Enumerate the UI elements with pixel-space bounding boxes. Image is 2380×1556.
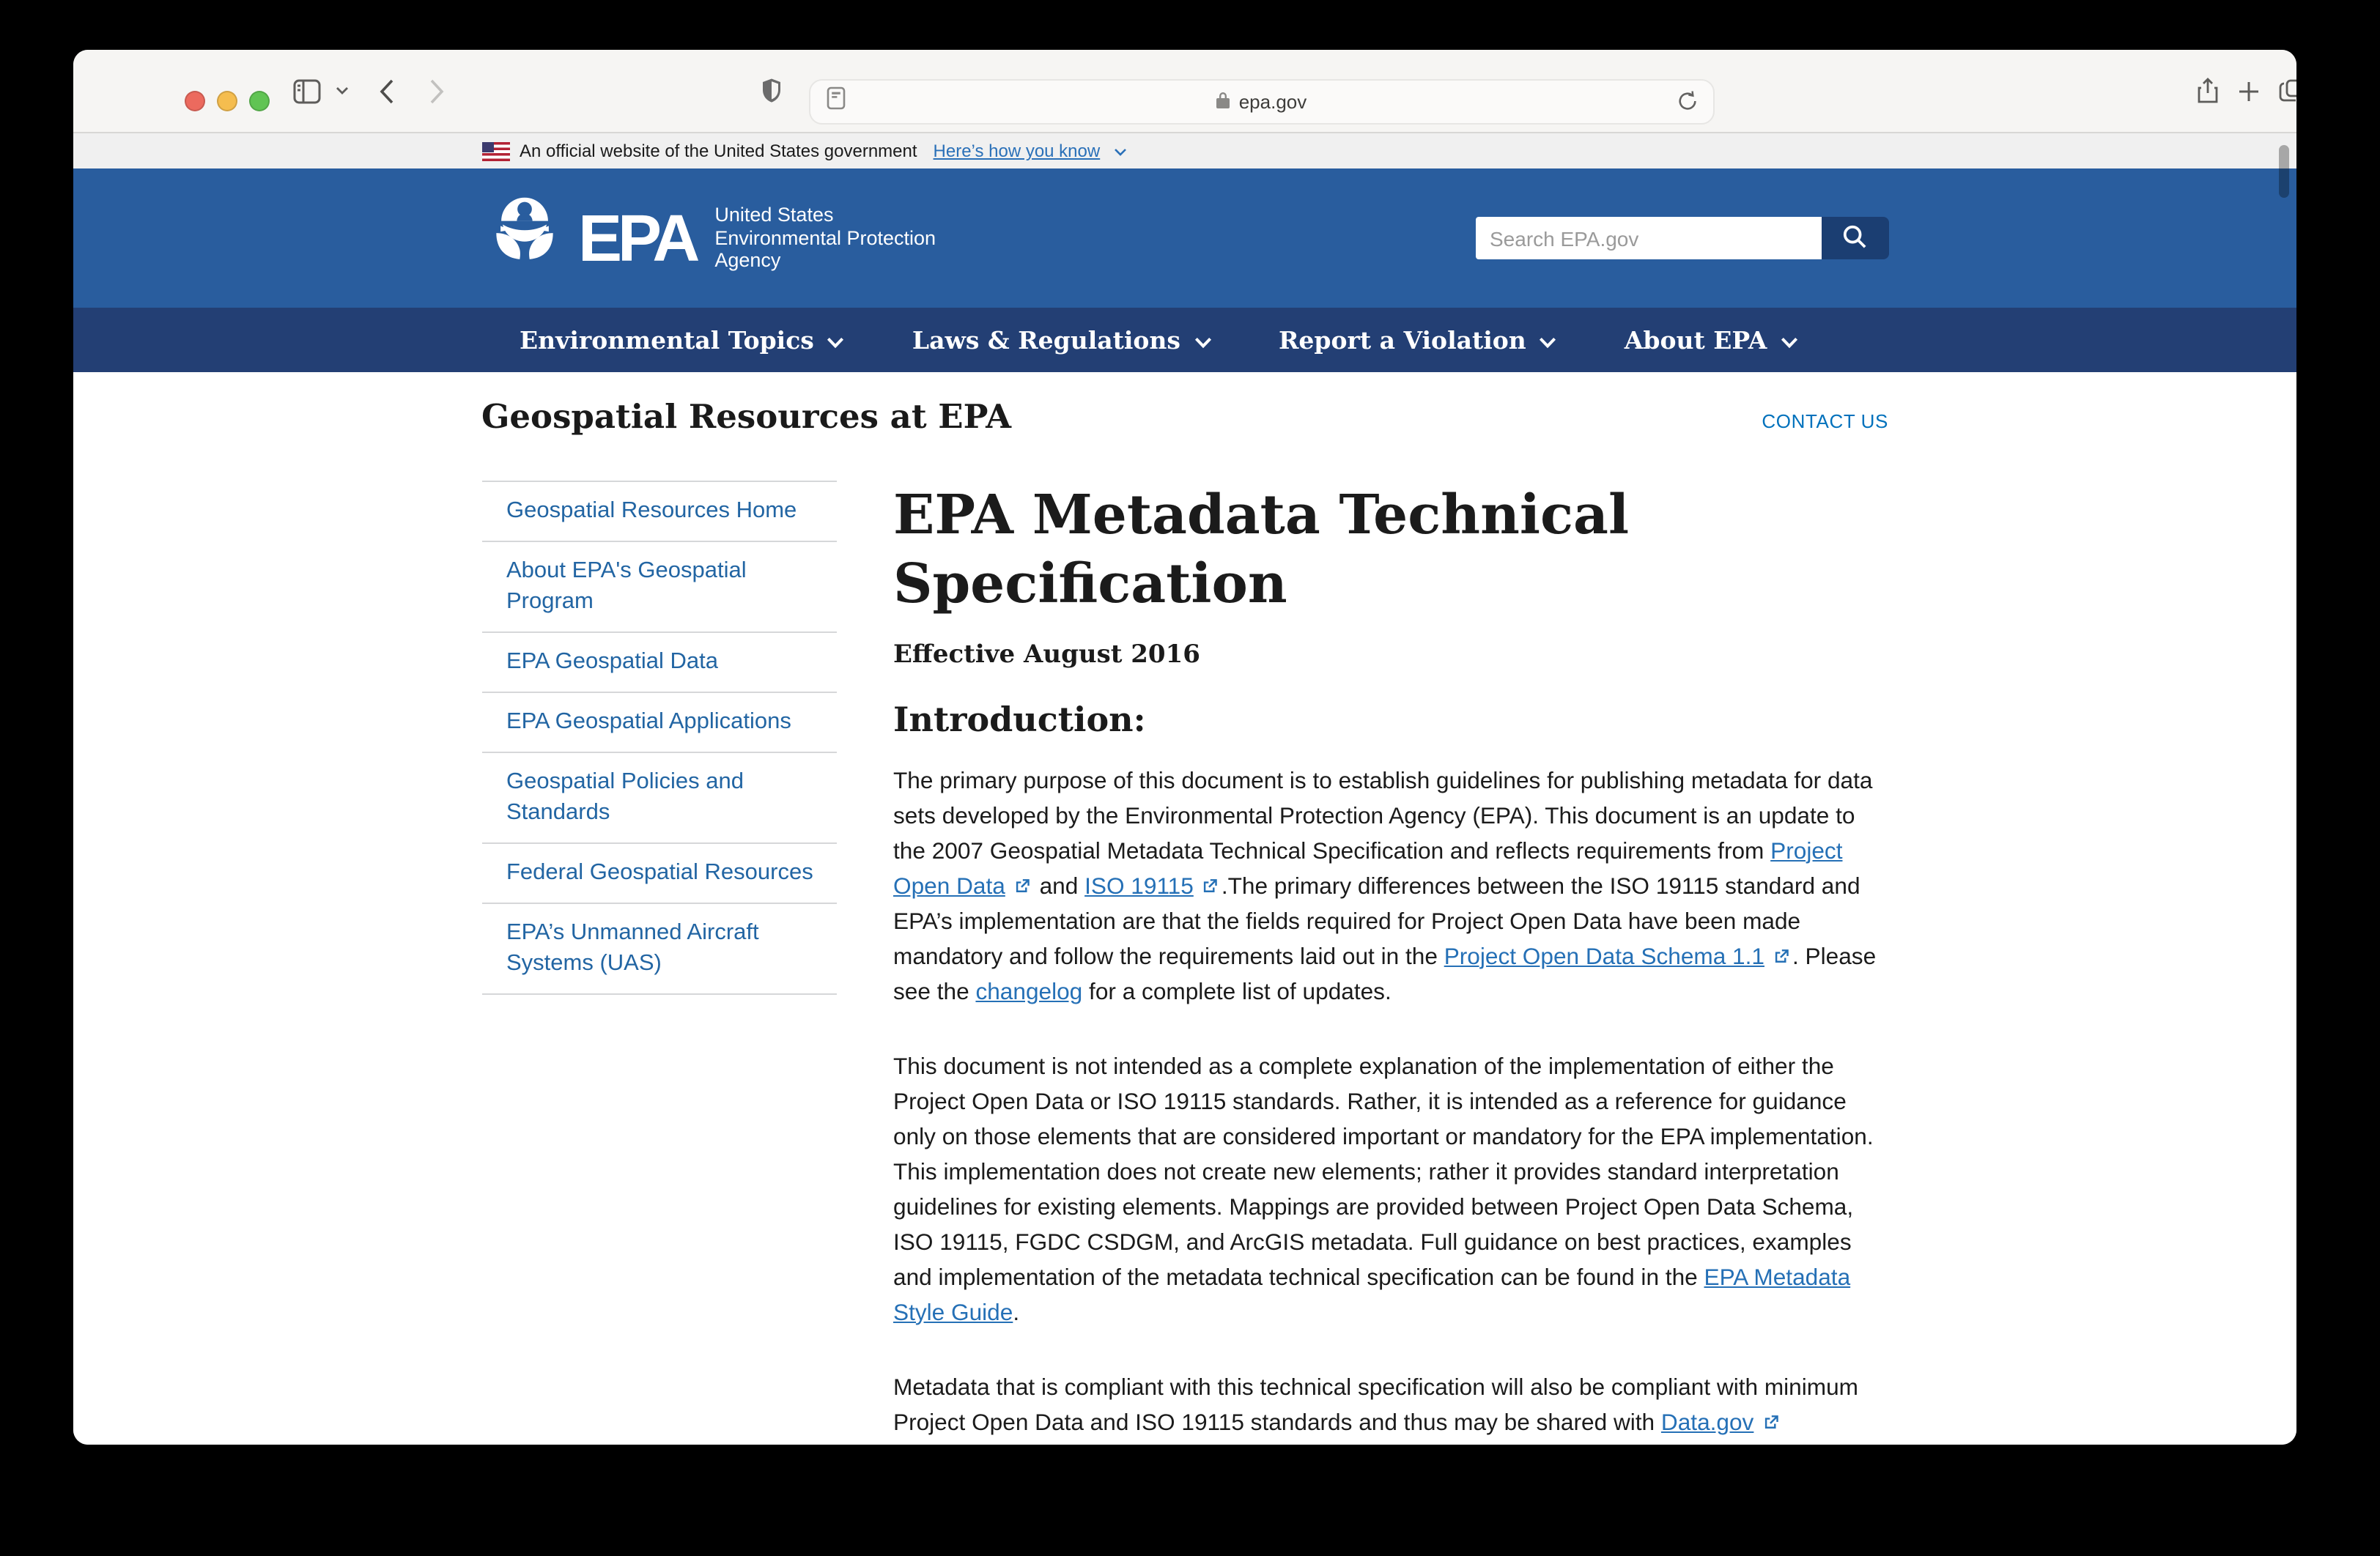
sidebar-item[interactable] [481, 693, 836, 753]
inline-link[interactable]: EPA Metadata Style Guide [893, 1265, 1851, 1326]
epa-logo[interactable] [481, 194, 936, 282]
sidebar-item-label: EPA Geospatial Data [506, 649, 718, 674]
sidebar-item-label: Geospatial Resources Home [506, 498, 797, 523]
external-link-icon [1772, 946, 1791, 965]
external-link-icon [1761, 1412, 1780, 1431]
browser-window [73, 50, 2296, 1445]
sidebar-nav [481, 481, 836, 1441]
sidebar-item[interactable] [481, 904, 836, 995]
nav-item-label: About EPA [1624, 326, 1767, 354]
search-button[interactable] [1821, 217, 1888, 259]
chevron-down-icon [1113, 138, 1126, 164]
address-bar[interactable] [809, 79, 1715, 125]
chevron-down-icon [1780, 326, 1797, 354]
inline-link[interactable]: Project Open Data Schema 1.1 [1444, 944, 1764, 970]
forward-button[interactable] [422, 50, 451, 132]
back-button[interactable] [372, 50, 402, 132]
web-page [73, 133, 2296, 1445]
section-heading: Introduction: [893, 700, 1146, 740]
inline-link[interactable]: Data.gov [1660, 1410, 1754, 1436]
sidebar-item-label: Geospatial Policies and Standards [506, 769, 744, 825]
sidebar-item-label: About EPA's Geospatial Program [506, 558, 747, 614]
minimize-window-button[interactable] [217, 91, 237, 111]
sidebar-item[interactable] [481, 844, 836, 904]
epa-flower-icon [481, 194, 566, 282]
browser-toolbar [73, 50, 2296, 133]
paragraph: The primary purpose of this document is to establish guidelines for publishing metadata for data sets developed by the Environmental Protection Agency (EPA). This document is an update to the 2007 Geospatial Metadata Technical Specification and reflects requirements from Project Open Data and ISO 19115 .The primary differences between the ISO 19115 standard and EPA’s implementation are that the fields required for Project Open Data have been made mandatory and follow the requirements laid out in the Project Open Data Schema 1.1 . Please see the changelog for a complete list of updates. [893, 768, 1877, 1005]
reload-icon[interactable] [1677, 89, 1699, 120]
site-header [73, 168, 2296, 308]
content-area [481, 372, 1888, 1441]
agency-name: United States Environmental Protection Agency [714, 203, 936, 272]
chevron-down-icon [827, 326, 845, 354]
external-link-icon [1013, 875, 1032, 894]
us-flag-icon [481, 141, 509, 160]
search-icon [1842, 223, 1867, 253]
scrollbar-thumb[interactable] [2279, 145, 2289, 198]
nav-item-label: Environmental Topics [520, 326, 814, 354]
contact-us-link[interactable]: CONTACT US [1762, 410, 1888, 432]
search-input[interactable] [1475, 217, 1821, 259]
tab-overview-icon[interactable] [2273, 50, 2296, 132]
zoom-window-button[interactable] [249, 91, 270, 111]
site-search [1475, 217, 1888, 259]
external-link-icon [1201, 875, 1220, 894]
close-window-button[interactable] [185, 91, 205, 111]
paragraph: This document is not intended as a complete explanation of the implementation of either the Project Open Data or ISO 19115 standards. Rather, it is intended as a reference for guidance only on those elements that are considered important or mandatory for the EPA implementation. This implementation does not create new elements; rather it provides standard interpretation guidelines for existing elements. Mappings are provided between Project Open Data Schema, ISO 19115, FGDC CSDGM, and ArcGIS metadata. Full guidance on best practices, examples and implementation of the metadata technical specification can be found in the EPA Metadata Style Guide. [893, 1054, 1874, 1326]
share-icon[interactable] [2189, 50, 2225, 132]
sidebar-item[interactable] [481, 542, 836, 633]
inline-link[interactable]: Project Open Data [893, 839, 1843, 900]
inline-link[interactable]: ISO 19115 [1084, 874, 1194, 900]
sidebar-item-label: EPA’s Unmanned Aircraft Systems (UAS) [506, 920, 759, 976]
nav-item[interactable] [1279, 326, 1557, 354]
gov-banner [73, 133, 2296, 168]
nav-item[interactable] [520, 326, 845, 354]
nav-item[interactable] [1625, 326, 1798, 354]
how-you-know-link[interactable]: Here’s how you know [933, 141, 1101, 161]
paragraph: Metadata that is compliant with this technical specification will also be compliant with minimum Project Open Data and ISO 19115 standards and thus may be shared with Data.gov [893, 1375, 1858, 1436]
gov-banner-text: An official website of the United States government [520, 141, 917, 161]
page-title: EPA Metadata Technical Specification [893, 482, 1630, 616]
main-nav [73, 308, 2296, 372]
nav-item-label: Laws & Regulations [912, 326, 1180, 354]
epa-wordmark: EPA [578, 201, 696, 275]
new-tab-icon[interactable] [2232, 50, 2264, 132]
sidebar-item[interactable] [481, 633, 836, 693]
sidebar-toggle-icon[interactable] [287, 50, 325, 132]
privacy-shield-icon[interactable] [756, 50, 786, 132]
sidebar-chevron-icon[interactable] [331, 50, 352, 132]
sidebar-item[interactable] [481, 482, 836, 542]
chevron-down-icon [1540, 326, 1557, 354]
site-section-title: Geospatial Resources at EPA [481, 399, 1012, 437]
window-controls [185, 91, 270, 111]
article [893, 481, 1888, 1441]
chevron-down-icon [1194, 326, 1211, 354]
sidebar-item-label: Federal Geospatial Resources [506, 860, 813, 885]
url-text: epa.gov [1238, 91, 1307, 113]
lock-icon [1217, 91, 1230, 113]
nav-item-label: Report a Violation [1279, 326, 1526, 354]
inline-link[interactable]: changelog [975, 979, 1083, 1005]
effective-date: Effective August 2016 [893, 640, 1200, 670]
nav-item[interactable] [912, 326, 1211, 354]
sidebar-item-label: EPA Geospatial Applications [506, 709, 791, 734]
sidebar-item[interactable] [481, 753, 836, 844]
